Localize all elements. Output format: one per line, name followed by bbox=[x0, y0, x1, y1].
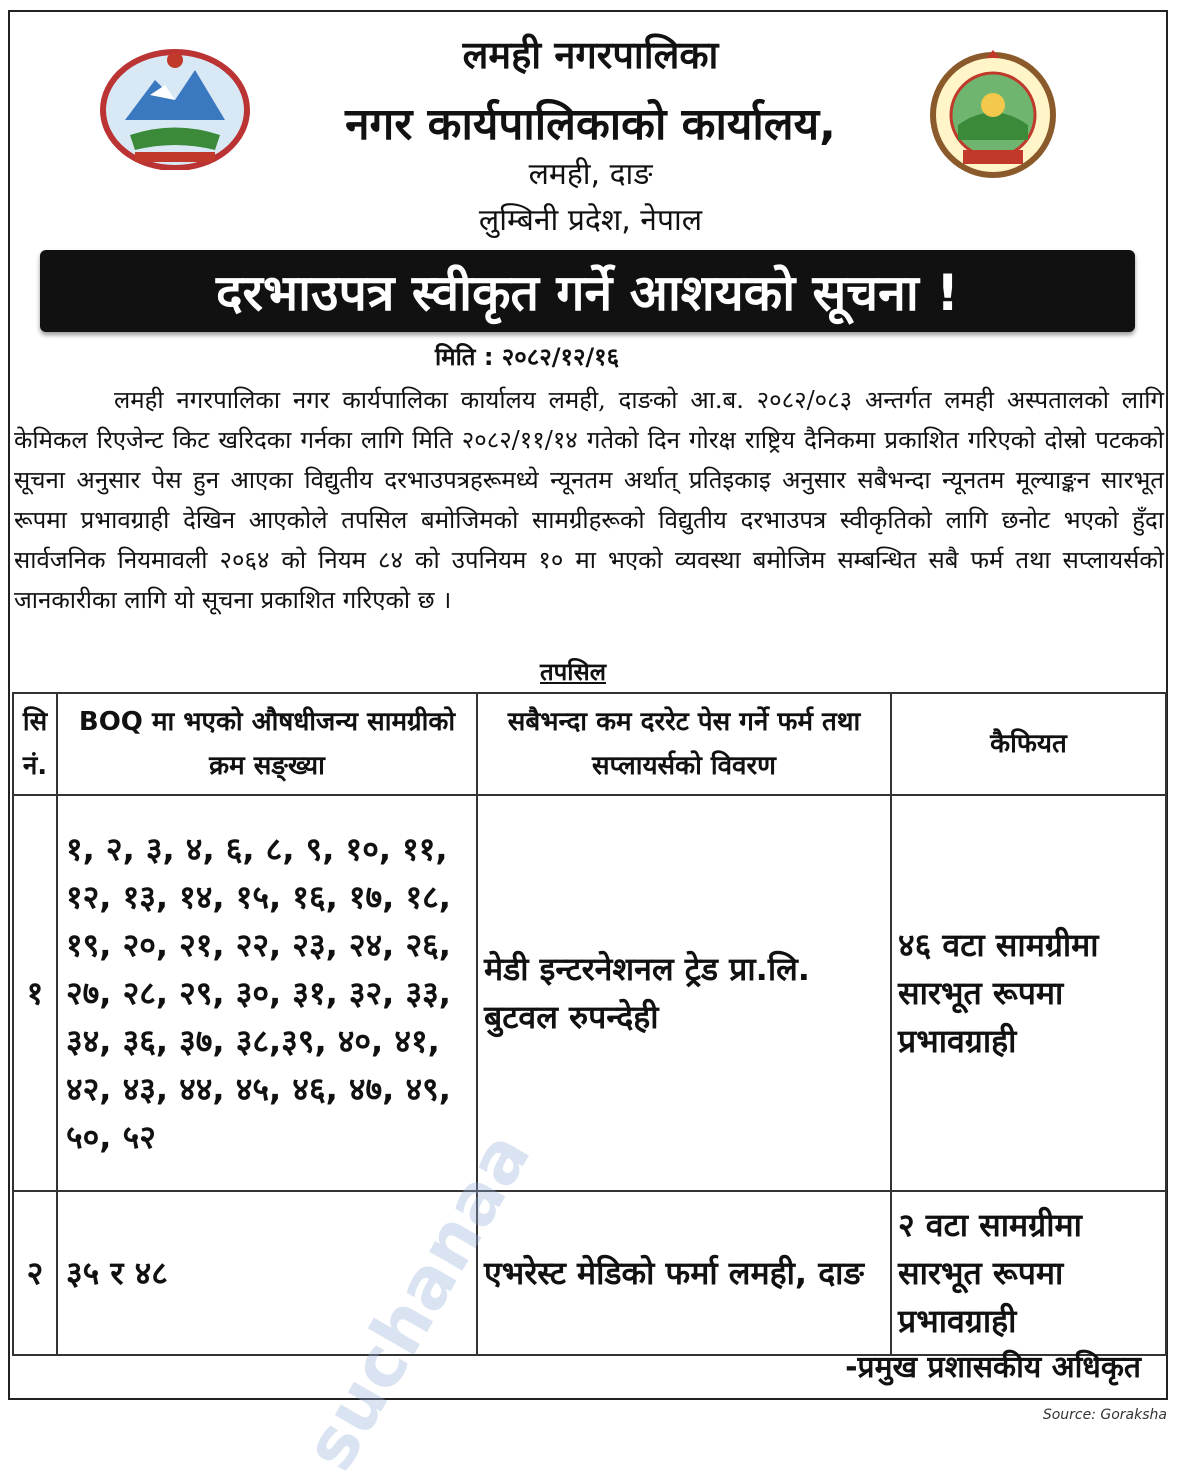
office-location: लमही, दाङ bbox=[528, 157, 653, 192]
notice-date: मिति : २०८२/१२/१६ bbox=[435, 343, 620, 371]
row-remarks: २ वटा सामग्रीमा सारभूत रूपमा प्रभावग्राही bbox=[891, 1191, 1166, 1355]
row-remarks: ४६ वटा सामग्रीमा सारभूत रूपमा प्रभावग्राही bbox=[891, 795, 1166, 1191]
row-firm: एभरेस्ट मेडिको फर्मा लमही, दाङ bbox=[477, 1191, 891, 1355]
row-items: १, २, ३, ४, ६, ८, ९, १०, ११, १२, १३, १४, १५, १६, १७, १८, १९, २०, २१, २२, २३, २४, २६, २७, २८, २९, ३०, ३१, ३२, ३३, ३४, ३६, ३७, ३८,३९, ४०, ४१, ४२, ४३, ४४, ४५, ४६, ४७, ४९, ५०, ५२ bbox=[57, 795, 477, 1191]
row-serial: २ bbox=[13, 1191, 57, 1355]
notice-title: दरभाउपत्र स्वीकृत गर्ने आशयको सूचना ! bbox=[215, 264, 960, 322]
row-items: ३५ र ४८ bbox=[57, 1191, 477, 1355]
row-serial: १ bbox=[13, 795, 57, 1191]
source-credit: Source: Goraksha bbox=[1042, 1407, 1167, 1423]
watermark: suchanaa bbox=[288, 1118, 547, 1484]
table-row bbox=[13, 795, 1166, 1191]
col-header-remarks: कैफियत bbox=[891, 693, 1166, 795]
signatory-title: -प्रमुख प्रशासकीय अधिकृत bbox=[845, 1350, 1141, 1385]
province-country: लुम्बिनी प्रदेश, नेपाल bbox=[478, 203, 703, 238]
table-header-row bbox=[13, 693, 1166, 795]
municipality-name: लमही नगरपालिका bbox=[462, 33, 719, 77]
details-heading: तपसिल bbox=[540, 658, 607, 686]
col-header-firm: सबैभन्दा कम दररेट पेस गर्ने फर्म तथा सप्लायर्सको विवरण bbox=[477, 693, 891, 795]
row-firm: मेडी इन्टरनेशनल ट्रेड प्रा.लि. बुटवल रुपन्देही bbox=[477, 795, 891, 1191]
col-header-items: BOQ मा भएको औषधीजन्य सामग्रीको क्रम सङ्ख्या bbox=[57, 693, 477, 795]
table-row bbox=[13, 1191, 1166, 1355]
notice-body-text: लमही नगरपालिका नगर कार्यपालिका कार्यालय लमही, दाङको आ.ब. २०८२/०८३ अन्तर्गत लमही अस्पतालको लागि केमिकल रिएजेन्ट किट खरिदका गर्नका लागि मिति २०८२/११/१४ गतेको दिन गोरक्ष राष्ट्रिय दैनिकमा प्रकाशित गरिएको दोस्रो पटकको सूचना अनुसार पेस हुन आएका विद्युतीय दरभाउपत्रहरूमध्ये न्यूनतम अर्थात् प्रतिइकाइ अनुसार सबैभन्दा न्यूनतम मूल्याङ्कन सारभूत रूपमा प्रभावग्राही देखिन आएकोले तपसिल बमोजिमको सामग्रीहरूको विद्युतीय दरभाउपत्र स्वीकृतिको लागि छनोट भएको हुँदा सार्वजनिक नियमावली २०६४ को नियम ८४ को उपनियम १० मा भएको व्यवस्था बमोजिम सम्बन्धित सबै फर्म तथा सप्लायर्सको जानकारीका लागि यो सूचना प्रकाशित गरिएको छ । bbox=[14, 386, 1164, 614]
col-header-serial: सि नं. bbox=[13, 693, 57, 795]
office-name: नगर कार्यपालिकाको कार्यालय, bbox=[345, 99, 836, 150]
notice-body bbox=[14, 380, 1164, 620]
notice-title-banner bbox=[40, 250, 1135, 332]
bid-results-table bbox=[12, 692, 1167, 1356]
